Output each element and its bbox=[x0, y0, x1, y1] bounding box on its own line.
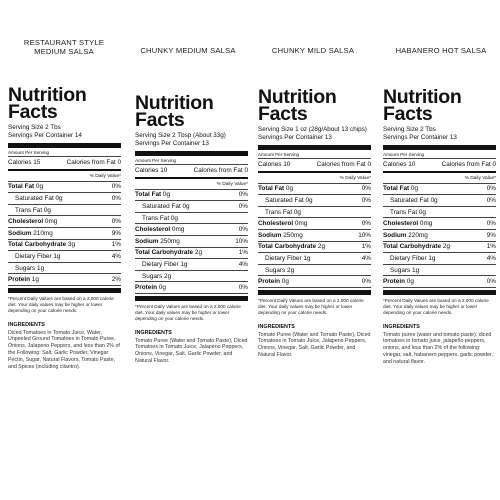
nutrient-row bbox=[135, 248, 248, 260]
nutrient-daily-value: 0% bbox=[238, 191, 248, 199]
nutrient-daily-value: 0% bbox=[361, 278, 371, 286]
nutrient-name: Total Carbohydrate bbox=[135, 249, 194, 257]
ingredients-title: INGREDIENTS bbox=[383, 323, 420, 330]
nutrient-row bbox=[258, 184, 371, 196]
nutrient-row bbox=[258, 218, 371, 230]
nutrient-amount: Dietary Fiber 1g bbox=[142, 260, 188, 268]
nutrient-name: Sodium bbox=[383, 231, 407, 239]
nutrient-label bbox=[8, 207, 51, 214]
ingredients-title: INGREDIENTS bbox=[135, 329, 172, 336]
nutrient-row bbox=[383, 184, 496, 196]
nutrient-label bbox=[135, 249, 202, 256]
nutrient-daily-value: 1% bbox=[111, 241, 121, 249]
nutrient-label bbox=[258, 220, 307, 227]
nutrient-amount: 250mg bbox=[281, 231, 303, 239]
divider-medium bbox=[258, 171, 371, 173]
nutrient-row bbox=[383, 276, 496, 288]
divider-thick bbox=[8, 143, 121, 148]
divider-thick bbox=[258, 145, 371, 150]
nutrient-daily-value: 1% bbox=[486, 243, 496, 251]
nutrient-row bbox=[258, 230, 371, 242]
calories-row bbox=[135, 164, 248, 176]
nutrient-amount: 0g bbox=[409, 185, 419, 193]
nutrient-daily-value: 0% bbox=[361, 185, 371, 193]
nutrient-name: Cholesterol bbox=[135, 226, 171, 234]
nutrient-amount: 210mg bbox=[31, 229, 53, 237]
nutrient-row bbox=[383, 207, 496, 219]
divider-thick bbox=[135, 151, 248, 156]
nutrient-amount: 220mg bbox=[406, 231, 428, 239]
nutrient-amount: Saturated Fat 0g bbox=[390, 196, 438, 204]
nutrient-row bbox=[258, 265, 371, 277]
product-title-2: CHUNKY MEDIUM SALSA bbox=[140, 46, 236, 55]
nutrient-label bbox=[383, 185, 418, 192]
nutrient-row bbox=[258, 242, 371, 254]
nutrient-row bbox=[383, 230, 496, 242]
ingredients-title: INGREDIENTS bbox=[258, 323, 295, 330]
nutrient-label bbox=[135, 273, 171, 280]
nutrient-label bbox=[383, 267, 419, 274]
nutrient-amount: Trans Fat 0g bbox=[142, 214, 178, 222]
divider-thick bbox=[258, 290, 371, 295]
product-title-4: HABANERO HOT SALSA bbox=[395, 46, 487, 55]
nutrient-label bbox=[135, 284, 166, 291]
nutrient-row bbox=[135, 201, 248, 213]
nutrient-label bbox=[258, 197, 313, 204]
nutrient-rows bbox=[8, 182, 121, 286]
nutrient-rows bbox=[135, 190, 248, 294]
nutrient-label bbox=[258, 267, 294, 274]
nutrient-label bbox=[8, 230, 53, 237]
nutrient-amount: Sugars 1g bbox=[15, 264, 45, 272]
nutrient-label bbox=[8, 253, 60, 260]
ingredients-text: Tomato puree (water and tomato paste), diced tomatoes in tomato juice, jalapeño peppers, onions, and less than 2% of the following: vinegar, salt, habanero peppers, garlic powder, and natural flavor. bbox=[383, 331, 493, 366]
nutrient-name: Protein bbox=[383, 278, 406, 286]
nutrition-panel-2 bbox=[135, 92, 248, 365]
divider-medium bbox=[383, 171, 496, 173]
nutrient-daily-value: 0% bbox=[486, 196, 496, 204]
nutrient-label bbox=[258, 185, 293, 192]
calories-from-fat: Calories from Fat 0 bbox=[193, 166, 248, 174]
calories-from-fat: Calories from Fat 0 bbox=[316, 160, 371, 168]
serving-info: Serving Size 2 Tbs Servings Per Container 14 bbox=[8, 124, 82, 139]
amount-per-serving: Amount Per Serving bbox=[8, 150, 50, 155]
footnote: *Percent Daily Values are based on a 2,000 calorie diet. Your daily values may be higher or lower depending on your calorie needs. bbox=[383, 297, 489, 316]
nutrient-row bbox=[135, 259, 248, 271]
nutrient-daily-value: 0% bbox=[111, 183, 121, 191]
nutrient-amount: Saturated Fat 0g bbox=[15, 194, 63, 202]
nutrient-label bbox=[135, 215, 178, 222]
product-title-1: RESTAURANT STYLE MEDIUM SALSA bbox=[23, 38, 105, 56]
nutrient-amount: Sugars 1g bbox=[390, 266, 420, 274]
nutrient-amount: 0g bbox=[405, 278, 414, 286]
nutrient-amount: 250mg bbox=[158, 237, 180, 245]
nutrition-facts-heading: Nutrition Facts bbox=[258, 86, 337, 125]
calories-value: Calories 10 bbox=[383, 160, 416, 168]
nutrient-row bbox=[383, 242, 496, 254]
nutrient-daily-value: 9% bbox=[486, 231, 496, 239]
nutrient-label bbox=[383, 232, 428, 239]
nutrient-rows bbox=[383, 184, 496, 288]
calories-row bbox=[383, 158, 496, 170]
nutrient-row bbox=[8, 274, 121, 286]
nutrient-name: Sodium bbox=[8, 229, 32, 237]
nutrient-label bbox=[258, 278, 289, 285]
nutrient-label bbox=[383, 197, 438, 204]
ingredients-title: INGREDIENTS bbox=[8, 321, 45, 328]
serving-info: Serving Size 2 Tbs Servings Per Container 13 bbox=[383, 126, 457, 141]
ingredients-text: Tomato Puree (Water and Tomato Paste), Diced Tomatoes in Tomato Juice, Jalapeno Peppers, Onions, Vinegar, Salt, Garlic Powder, and Natural Flavor. bbox=[258, 331, 371, 359]
nutrient-label bbox=[258, 255, 310, 262]
nutrient-name: Protein bbox=[258, 278, 281, 286]
nutrient-label bbox=[8, 218, 57, 225]
divider-thick bbox=[8, 288, 121, 293]
nutrient-row bbox=[135, 236, 248, 248]
nutrient-daily-value: 0% bbox=[111, 194, 121, 202]
nutrient-amount: Sugars 2g bbox=[142, 272, 172, 280]
nutrient-daily-value: 0% bbox=[111, 218, 121, 226]
nutrient-name: Protein bbox=[8, 276, 31, 284]
nutrient-amount: Trans Fat 0g bbox=[15, 206, 51, 214]
nutrient-amount: 0mg bbox=[170, 226, 185, 234]
calories-from-fat: Calories from Fat 0 bbox=[441, 160, 496, 168]
nutrient-label bbox=[8, 276, 39, 283]
nutrition-panel-3 bbox=[258, 86, 371, 359]
calories-from-fat: Calories from Fat 0 bbox=[66, 158, 121, 166]
nutrient-name: Total Carbohydrate bbox=[258, 243, 317, 251]
nutrient-rows bbox=[258, 184, 371, 288]
calories-row bbox=[258, 158, 371, 170]
nutrient-label bbox=[383, 255, 435, 262]
calories-value: Calories 15 bbox=[8, 158, 41, 166]
nutrient-row bbox=[135, 271, 248, 283]
nutrition-facts-heading: Nutrition Facts bbox=[135, 92, 214, 131]
nutrient-row bbox=[135, 282, 248, 294]
product-title-3: CHUNKY MILD SALSA bbox=[271, 46, 355, 55]
nutrient-amount: Dietary Fiber 1g bbox=[390, 254, 436, 262]
nutrient-daily-value: 10% bbox=[235, 237, 248, 245]
nutrient-daily-value: 0% bbox=[238, 284, 248, 292]
nutrient-name: Cholesterol bbox=[258, 220, 294, 228]
nutrient-row bbox=[8, 216, 121, 228]
nutrient-name: Sodium bbox=[135, 237, 159, 245]
nutrient-daily-value: 0% bbox=[486, 220, 496, 228]
nutrient-daily-value: 0% bbox=[238, 202, 248, 210]
nutrient-row bbox=[383, 265, 496, 277]
nutrient-row bbox=[135, 190, 248, 202]
footnote: *Percent Daily Values are based on a 2,000 calorie diet. Your daily values may be higher or lower depending on your calorie needs. bbox=[8, 295, 114, 314]
nutrient-row bbox=[258, 253, 371, 265]
divider-thick bbox=[383, 290, 496, 295]
nutrient-row bbox=[383, 253, 496, 265]
nutrient-amount: 3g bbox=[66, 241, 76, 249]
nutrient-amount: 2g bbox=[193, 249, 203, 257]
nutrient-label bbox=[135, 261, 187, 268]
footnote: *Percent Daily Values are based on a 2,000 calorie diet. Your daily values may be higher or lower depending on your calorie needs. bbox=[258, 297, 364, 316]
amount-per-serving: Amount Per Serving bbox=[383, 152, 425, 157]
nutrition-panel-4 bbox=[383, 86, 496, 366]
serving-info: Serving Size 1 oz (28g/About 13 chips) Servings Per Container 13 bbox=[258, 126, 367, 141]
nutrient-label bbox=[258, 243, 325, 250]
nutrient-amount: 0g bbox=[280, 278, 289, 286]
nutrient-daily-value: 4% bbox=[361, 254, 371, 262]
nutrient-name: Total Fat bbox=[8, 183, 35, 191]
nutrient-row bbox=[383, 218, 496, 230]
nutrient-label bbox=[135, 203, 190, 210]
nutrition-facts-heading: Nutrition Facts bbox=[383, 86, 462, 125]
nutrient-daily-value: 0% bbox=[361, 220, 371, 228]
calories-row bbox=[8, 156, 121, 168]
nutrient-row bbox=[8, 251, 121, 263]
nutrient-label bbox=[258, 232, 303, 239]
nutrient-name: Protein bbox=[135, 284, 158, 292]
nutrient-row bbox=[8, 240, 121, 252]
nutrient-amount: 2g bbox=[441, 243, 451, 251]
nutrient-row bbox=[135, 213, 248, 225]
nutrient-amount: 0g bbox=[284, 185, 294, 193]
nutrient-amount: 0g bbox=[161, 191, 171, 199]
nutrient-amount: Saturated Fat 0g bbox=[142, 202, 190, 210]
nutrient-amount: Saturated Fat 0g bbox=[265, 196, 313, 204]
nutrient-amount: 0mg bbox=[43, 218, 58, 226]
nutrient-daily-value: 0% bbox=[361, 196, 371, 204]
footnote: *Percent Daily Values are based on a 2,000 calorie diet. Your daily values may be higher or lower depending on your calorie needs. bbox=[135, 303, 241, 322]
nutrient-label bbox=[383, 243, 450, 250]
divider-thick bbox=[135, 296, 248, 301]
nutrient-amount: 0mg bbox=[293, 220, 308, 228]
nutrient-amount: Sugars 2g bbox=[265, 266, 295, 274]
daily-value-header: % Daily Value* bbox=[258, 174, 371, 184]
nutrient-name: Total Fat bbox=[135, 191, 162, 199]
nutrient-label bbox=[258, 209, 301, 216]
nutrient-row bbox=[258, 195, 371, 207]
nutrient-name: Cholesterol bbox=[383, 220, 419, 228]
serving-info: Serving Size 2 Tbsp (About 33g) Servings Per Container 13 bbox=[135, 132, 226, 147]
nutrient-daily-value: 0% bbox=[486, 185, 496, 193]
nutrient-name: Total Fat bbox=[383, 185, 410, 193]
nutrient-amount: Trans Fat 0g bbox=[390, 208, 426, 216]
nutrient-label bbox=[383, 278, 414, 285]
divider-thick bbox=[383, 145, 496, 150]
nutrient-daily-value: 4% bbox=[238, 260, 248, 268]
nutrient-daily-value: 0% bbox=[486, 278, 496, 286]
nutrient-daily-value: 4% bbox=[111, 252, 121, 260]
nutrient-row bbox=[8, 205, 121, 217]
divider-medium bbox=[8, 169, 121, 171]
nutrient-label bbox=[383, 209, 426, 216]
nutrient-name: Total Carbohydrate bbox=[8, 241, 67, 249]
divider-medium bbox=[135, 177, 248, 179]
nutrient-amount: Dietary Fiber 1g bbox=[15, 252, 61, 260]
nutrient-amount: 0g bbox=[157, 284, 166, 292]
nutrient-daily-value: 1% bbox=[361, 243, 371, 251]
nutrient-daily-value: 9% bbox=[111, 229, 121, 237]
nutrient-name: Sodium bbox=[258, 231, 282, 239]
nutrient-name: Cholesterol bbox=[8, 218, 44, 226]
nutrient-amount: 0mg bbox=[418, 220, 433, 228]
nutrition-facts-heading: Nutrition Facts bbox=[8, 84, 87, 123]
nutrient-label bbox=[8, 195, 63, 202]
nutrient-row bbox=[258, 276, 371, 288]
nutrient-amount: Dietary Fiber 1g bbox=[265, 254, 311, 262]
nutrient-amount: Trans Fat 0g bbox=[265, 208, 301, 216]
nutrient-label bbox=[383, 220, 432, 227]
nutrition-panel-1 bbox=[8, 84, 121, 371]
nutrient-row bbox=[8, 182, 121, 194]
nutrient-label bbox=[8, 265, 44, 272]
nutrient-label bbox=[8, 241, 75, 248]
calories-value: Calories 10 bbox=[135, 166, 168, 174]
amount-per-serving: Amount Per Serving bbox=[258, 152, 300, 157]
nutrient-amount: 0g bbox=[34, 183, 44, 191]
nutrient-row bbox=[8, 193, 121, 205]
nutrient-daily-value: 1% bbox=[238, 249, 248, 257]
nutrient-label bbox=[135, 238, 180, 245]
nutrient-name: Total Carbohydrate bbox=[383, 243, 442, 251]
nutrient-daily-value: 0% bbox=[238, 226, 248, 234]
nutrient-amount: 2g bbox=[316, 243, 326, 251]
nutrient-label bbox=[8, 183, 43, 190]
nutrient-row bbox=[135, 224, 248, 236]
nutrient-row bbox=[8, 263, 121, 275]
daily-value-header: % Daily Value* bbox=[135, 180, 248, 190]
nutrient-daily-value: 10% bbox=[358, 231, 371, 239]
nutrient-row bbox=[258, 207, 371, 219]
daily-value-header: % Daily Value* bbox=[8, 172, 121, 182]
daily-value-header: % Daily Value* bbox=[383, 174, 496, 184]
nutrient-daily-value: 4% bbox=[486, 254, 496, 262]
nutrient-row bbox=[8, 228, 121, 240]
nutrient-daily-value: 2% bbox=[111, 276, 121, 284]
nutrient-label bbox=[135, 226, 184, 233]
ingredients-text: Diced Tomatoes in Tomato Juice, Water, Unpeeled Ground Tomatoes in Tomato Puree, Onions, Jalapeno Peppers, and less than 2% of the Following: Salt, Garlic Powder, Vinegar Pectin, Sugar, Natural Flavors, Tomato Paste, and Spices (including cilantro). bbox=[8, 329, 120, 371]
amount-per-serving: Amount Per Serving bbox=[135, 158, 177, 163]
nutrient-amount: 1g bbox=[30, 276, 39, 284]
calories-value: Calories 10 bbox=[258, 160, 291, 168]
nutrient-row bbox=[383, 195, 496, 207]
ingredients-text: Tomato Puree (Water and Tomato Paste), Diced Tomatoes in Tomato Juice, Jalapeno Peppers, Onions, Vinegar, Salt, Garlic Powder, and Natural Flavor. bbox=[135, 337, 248, 365]
nutrient-label bbox=[135, 191, 170, 198]
nutrient-name: Total Fat bbox=[258, 185, 285, 193]
